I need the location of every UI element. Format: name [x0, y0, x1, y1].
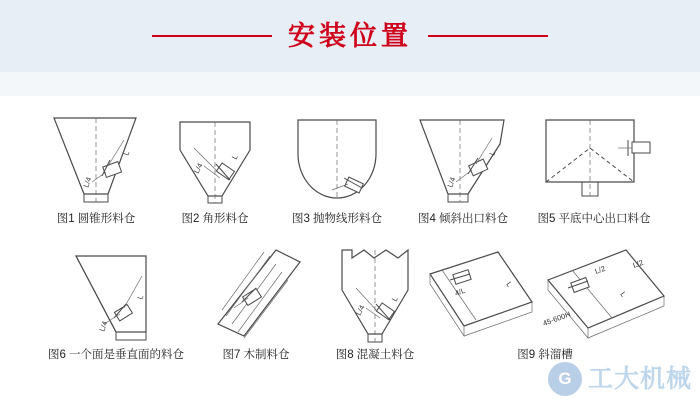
- figure-fig8: [320, 244, 430, 362]
- fig3-caption: 图3 抛物线形料仓: [291, 213, 383, 225]
- title-rule-right: [428, 35, 548, 37]
- svg-text:L/4: L/4: [445, 175, 458, 189]
- fig1-caption: 图1 圆锥形料仓: [56, 213, 136, 225]
- svg-text:L/2: L/2: [593, 263, 607, 276]
- fig9-drawing: [420, 244, 670, 348]
- watermark-mark: G: [548, 362, 582, 396]
- fig8-drawing: [320, 244, 430, 348]
- figure-fig4: [404, 104, 522, 226]
- fig1-drawing: [36, 104, 156, 212]
- header-banner: [0, 0, 700, 72]
- figure-fig5: [524, 104, 664, 226]
- page-title: 安装位置: [288, 20, 412, 51]
- svg-text:L: L: [229, 153, 240, 161]
- svg-text:L/4: L/4: [353, 303, 367, 317]
- fig6-caption: 图6 一个面是垂直面的料仓: [47, 349, 185, 361]
- fig2-caption: 图2 角形料仓: [181, 213, 249, 225]
- figure-fig2: [160, 104, 270, 226]
- fig5-caption: 图5 平底中心出口料仓: [537, 213, 651, 225]
- svg-text:45-600H: 45-600H: [541, 309, 572, 328]
- figure-fig9: [420, 244, 670, 362]
- watermark-text: 工大机械: [587, 364, 692, 393]
- svg-text:4/L: 4/L: [453, 285, 467, 298]
- diagram-row-2: [0, 244, 700, 394]
- fig4-caption: 图4 倾斜出口料仓: [417, 213, 509, 225]
- fig5-drawing: [524, 104, 664, 212]
- svg-text:L/2: L/2: [631, 257, 645, 270]
- fig8-caption: 图8 混凝土料仓: [335, 349, 415, 361]
- diagram-grid: [0, 96, 700, 402]
- figure-fig1: [36, 104, 156, 226]
- svg-text:L: L: [389, 295, 400, 303]
- svg-text:L/4: L/4: [97, 319, 110, 333]
- title-rule-left: [152, 35, 272, 37]
- figure-fig7: [196, 244, 316, 362]
- svg-text:L: L: [121, 149, 132, 157]
- figure-fig3: [272, 104, 402, 226]
- diagram-row-1: [0, 104, 700, 244]
- svg-text:L: L: [504, 279, 515, 289]
- fig7-drawing: [196, 244, 316, 348]
- svg-text:L: L: [135, 293, 146, 301]
- figure-fig6: [42, 244, 190, 362]
- header-band: [0, 72, 700, 96]
- fig3-drawing: [272, 104, 402, 212]
- header-inner: [0, 0, 700, 72]
- svg-text:L: L: [487, 149, 498, 157]
- svg-text:L/4: L/4: [191, 161, 205, 175]
- fig4-drawing: [404, 104, 522, 212]
- fig6-drawing: [42, 244, 190, 348]
- svg-text:L/4: L/4: [81, 175, 94, 189]
- svg-text:L: L: [618, 289, 629, 299]
- fig7-caption: 图7 木制料仓: [222, 349, 290, 361]
- fig2-drawing: [160, 104, 270, 212]
- fig9-caption: 图9 斜溜槽: [517, 349, 573, 361]
